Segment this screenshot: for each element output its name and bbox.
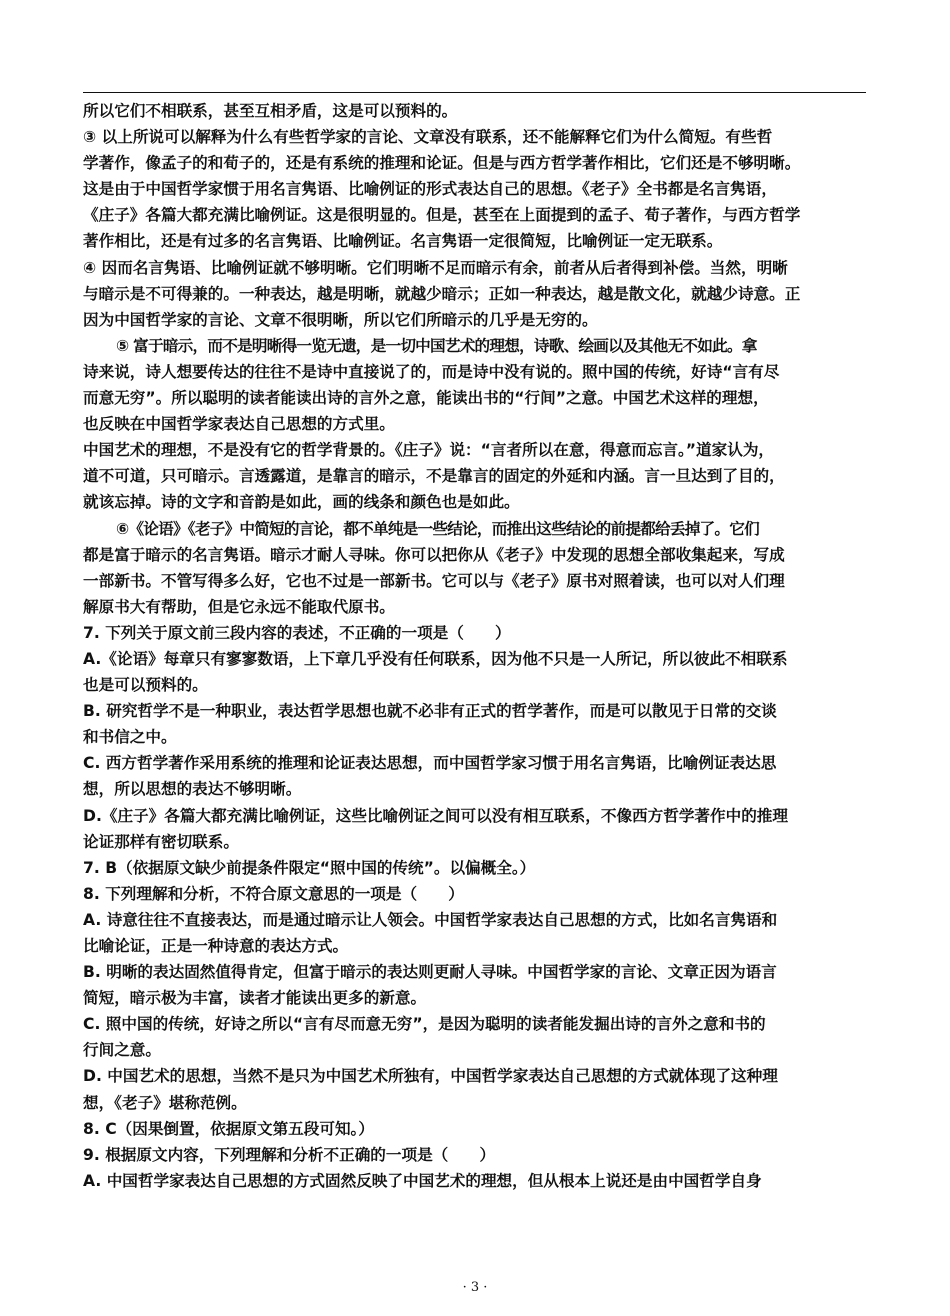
text-line: 解原书大有帮助，但是它永远不能取代原书。 bbox=[83, 597, 395, 616]
text-line: 也反映在中国哲学家表达自己思想的方式里。 bbox=[83, 415, 395, 434]
text-line: C. 照中国的传统，好诗之所以“言有尽而意无穷”，是因为聪明的读者能发掘出诗的言外之意和书的 bbox=[83, 1015, 766, 1034]
text-line: 一部新书。不管写得多么好，它也不过是一部新书。它可以与《老子》原书对照着读，也可以对人们理 bbox=[83, 571, 785, 590]
text-line: A. 诗意往往不直接表达，而是通过暗示让人领会。中国哲学家表达自己思想的方式，比如名言隽语和 bbox=[83, 910, 778, 929]
text-line: 行间之意。 bbox=[83, 1041, 161, 1060]
text-line: 7. B（依据原文缺少前提条件限定“照中国的传统”。以偏概全。） bbox=[83, 858, 536, 877]
body-text bbox=[83, 98, 873, 1194]
text-line: D.《庄子》各篇大都充满比喻例证，这些比喻例证之间可以没有相互联系，不像西方哲学著作中的推理 bbox=[83, 806, 788, 825]
text-line: 与暗示是不可得兼的。一种表达，越是明晰，就越少暗示；正如一种表达，越是散文化，就越少诗意。正 bbox=[83, 284, 801, 303]
header-rule bbox=[83, 92, 866, 93]
text-line: 8. 下列理解和分析，不符合原文意思的一项是（ ） bbox=[83, 884, 464, 903]
text-line: 诗来说，诗人想要传达的往往不是诗中直接说了的，而是诗中没有说的。照中国的传统，好诗“言有尽 bbox=[83, 362, 780, 381]
text-line: ⑤ 富于暗示，而不是明晰得一览无遗，是一切中国艺术的理想，诗歌、绘画以及其他无不如此。拿 bbox=[116, 336, 757, 355]
text-line: 中国艺术的理想，不是没有它的哲学背景的。《庄子》说：“言者所以在意，得意而忘言。”道家认为， bbox=[83, 441, 775, 460]
text-line: 9. 根据原文内容，下列理解和分析不正确的一项是（ ） bbox=[83, 1145, 496, 1164]
text-line: C. 西方哲学著作采用系统的推理和论证表达思想，而中国哲学家习惯于用名言隽语，比喻例证表达思 bbox=[83, 754, 777, 773]
text-line: 都是富于暗示的名言隽语。暗示才耐人寻味。你可以把你从《老子》中发现的思想全部收集起来，写成 bbox=[83, 545, 785, 564]
text-line: A. 中国哲学家表达自己思想的方式固然反映了中国艺术的理想，但从根本上说还是由中国哲学自身 bbox=[83, 1171, 762, 1190]
text-line: 而意无穷”。所以聪明的读者能读出诗的言外之意，能读出书的“行间”之意。中国艺术这样的理想， bbox=[83, 389, 769, 408]
text-line: 著作相比，还是有过多的名言隽语、比喻例证。名言隽语一定很简短，比喻例证一定无联系。 bbox=[83, 232, 723, 251]
text-line: ③ 以上所说可以解释为什么有些哲学家的言论、文章没有联系，还不能解释它们为什么简短。有些哲 bbox=[83, 128, 773, 147]
text-line: 论证那样有密切联系。 bbox=[83, 832, 239, 851]
text-line: 学著作，像孟子的和荀子的，还是有系统的推理和论证。但是与西方哲学著作相比，它们还是不够明晰。 bbox=[83, 154, 801, 173]
text-line: 想，《老子》堪称范例。 bbox=[83, 1093, 247, 1112]
text-line: 就该忘掉。诗的文字和音韵是如此，画的线条和颜色也是如此。 bbox=[83, 493, 520, 512]
text-line: ④ 因而名言隽语、比喻例证就不够明晰。它们明晰不足而暗示有余，前者从后者得到补偿。当然，明晰 bbox=[83, 258, 788, 277]
text-line: 和书信之中。 bbox=[83, 728, 177, 747]
text-line: B. 研究哲学不是一种职业，表达哲学思想也就不必非有正式的哲学著作，而是可以散见于日常的交谈 bbox=[83, 702, 777, 721]
text-line: 简短，暗示极为丰富，读者才能读出更多的新意。 bbox=[83, 989, 427, 1008]
text-line: ⑥《论语》《老子》中简短的言论，都不单纯是一些结论，而推出这些结论的前提都给丢掉了。它们 bbox=[116, 519, 759, 538]
text-line: 道不可道，只可暗示。言透露道，是靠言的暗示，不是靠言的固定的外延和内涵。言一旦达到了目的， bbox=[83, 467, 785, 486]
text-line: D. 中国艺术的思想，当然不是只为中国艺术所独有，中国哲学家表达自己思想的方式就体现了这种理 bbox=[83, 1067, 778, 1086]
text-line: 也是可以预料的。 bbox=[83, 676, 208, 695]
text-line: 想，所以思想的表达不够明晰。 bbox=[83, 780, 302, 799]
text-line: B. 明晰的表达固然值得肯定，但富于暗示的表达则更耐人寻味。中国哲学家的言论、文章正因为语言 bbox=[83, 963, 777, 982]
text-line: 7. 下列关于原文前三段内容的表述，不正确的一项是（ ） bbox=[83, 623, 511, 642]
text-line: 因为中国哲学家的言论、文章不很明晰，所以它们所暗示的几乎是无穷的。 bbox=[83, 310, 598, 329]
text-line: 《庄子》各篇大都充满比喻例证。这是很明显的。但是，甚至在上面提到的孟子、荀子著作，与西方哲学 bbox=[83, 206, 801, 225]
page-number: · 3 · bbox=[462, 1280, 488, 1295]
text-line: 8. C（因果倒置，依据原文第五段可知。） bbox=[83, 1119, 374, 1138]
text-line: 比喻论证，正是一种诗意的表达方式。 bbox=[83, 937, 349, 955]
text-line: 这是由于中国哲学家惯于用名言隽语、比喻例证的形式表达自己的思想。《老子》全书都是名言隽语， bbox=[83, 180, 777, 199]
text-line: A.《论语》每章只有寥寥数语，上下章几乎没有任何联系，因为他不只是一人所记，所以彼此不相联系 bbox=[83, 649, 788, 668]
text-line: 所以它们不相联系，甚至互相矛盾，这是可以预料的。 bbox=[83, 102, 458, 120]
